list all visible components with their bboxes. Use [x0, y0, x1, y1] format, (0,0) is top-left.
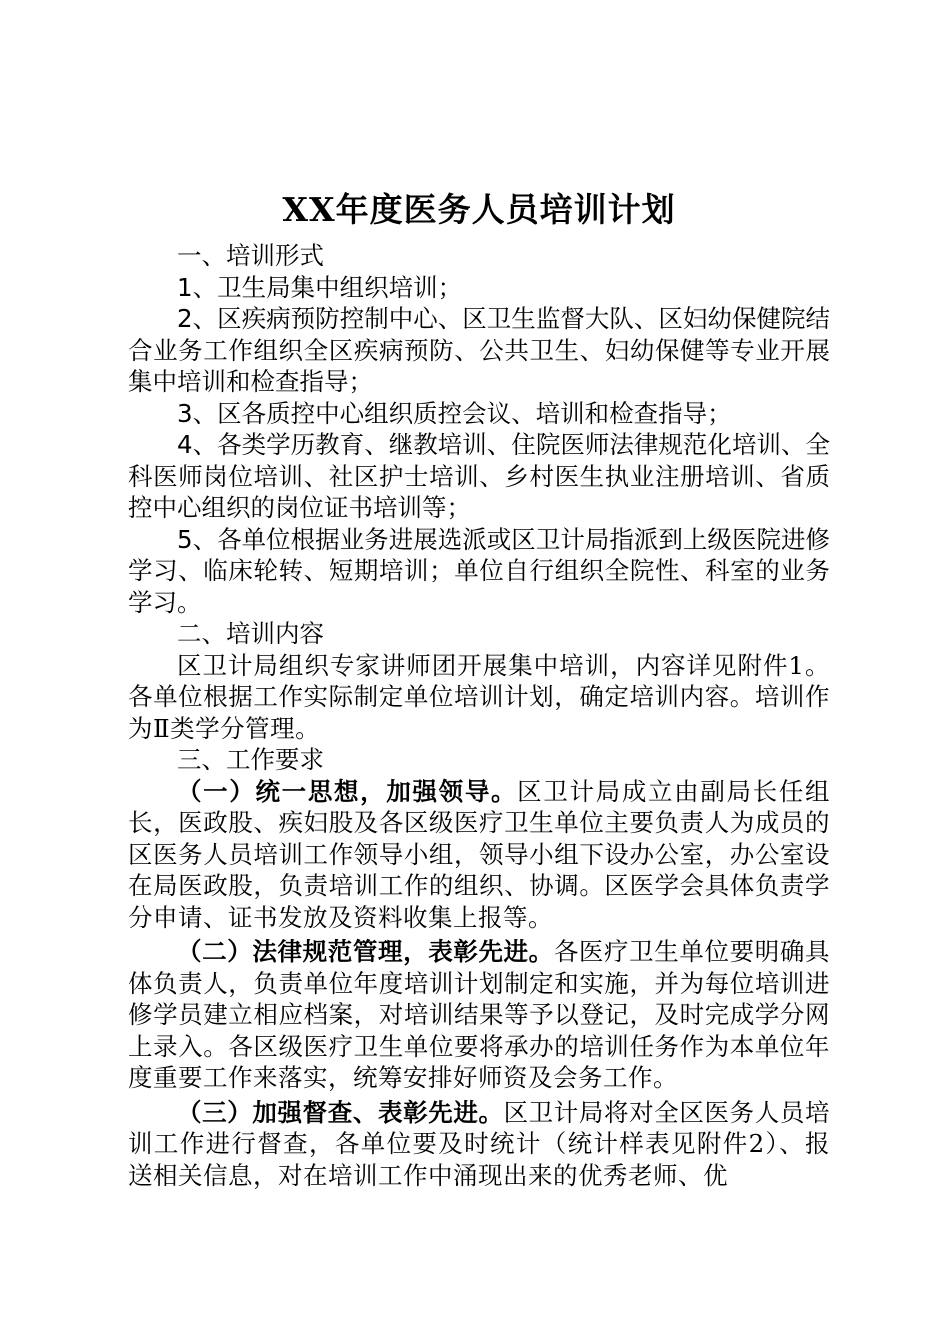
- requirement-3-text: 区卫计局将对全区医务人员培训工作进行督查，各单位要及时统计（统计样表见附件2）、报送相关信息，对在培训工作中涌现出来的优秀老师、优: [128, 1097, 831, 1190]
- requirement-1-lead: （一）统一思想，加强领导。: [177, 776, 518, 806]
- requirement-2-text: 各医疗卫生单位要明确具体负责人，负责单位年度培训计划制定和实施，并为每位培训进修学员建立相应档案，对培训结果等予以登记，及时完成学分网上录入。各区级医疗卫生单位要将承办的培训任务作为本单位年度重要工作来落实，统筹安排好师资及会务工作。: [128, 937, 831, 1092]
- requirement-3-lead: （三）加强督查、表彰先进。: [177, 1097, 504, 1127]
- section-heading-content: 二、培训内容: [177, 619, 324, 648]
- requirement-2-lead: （二）法律规范管理，表彰先进。: [177, 937, 554, 966]
- content-paragraph: 区卫计局组织专家讲师团开展集中培训，内容详见附件1。各单位根据工作实际制定单位培训计划，确定培训内容。培训作为Ⅱ类学分管理。: [128, 650, 830, 743]
- form-item-4: 4、各类学历教育、继教培训、住院医师法律规范化培训、全科医师岗位培训、社区护士培训、乡村医生执业注册培训、省质控中心组织的岗位证书培训等；: [128, 430, 830, 522]
- document-title: XX年度医务人员培训计划: [282, 190, 676, 229]
- form-item-3: 3、区各质控中心组织质控会议、培训和检查指导；: [177, 398, 732, 428]
- form-item-5: 5、各单位根据业务进展选派或区卫计局指派到上级医院进修学习、临床轮转、短期培训；单位自行组织全院性、科室的业务学习。: [128, 524, 830, 617]
- requirement-2: [128, 936, 830, 1094]
- form-item-1: 1、卫生局集中组织培训；: [177, 272, 463, 302]
- form-item-2: 2、区疾病预防控制中心、区卫生监督大队、区妇幼保健院结合业务工作组织全区疾病预防、公共卫生、妇幼保健等专业开展集中培训和检查指导；: [128, 304, 830, 396]
- requirement-3: [128, 1097, 830, 1192]
- section-heading-requirements: 三、工作要求: [177, 745, 324, 774]
- requirement-1-text: 区卫计局成立由副局长任组长，医政股、疾妇股及各区级医疗卫生单位主要负责人为成员的区医务人员培训工作领导小组，领导小组下设办公室，办公室设在局医政股，负责培训工作的组织、协调。区医学会具体负责学分申请、证书发放及资料收集上报等。: [128, 776, 831, 932]
- section-heading-form: 一、培训形式: [177, 241, 324, 270]
- requirement-1: [128, 776, 830, 934]
- document-page: [128, 180, 830, 1191]
